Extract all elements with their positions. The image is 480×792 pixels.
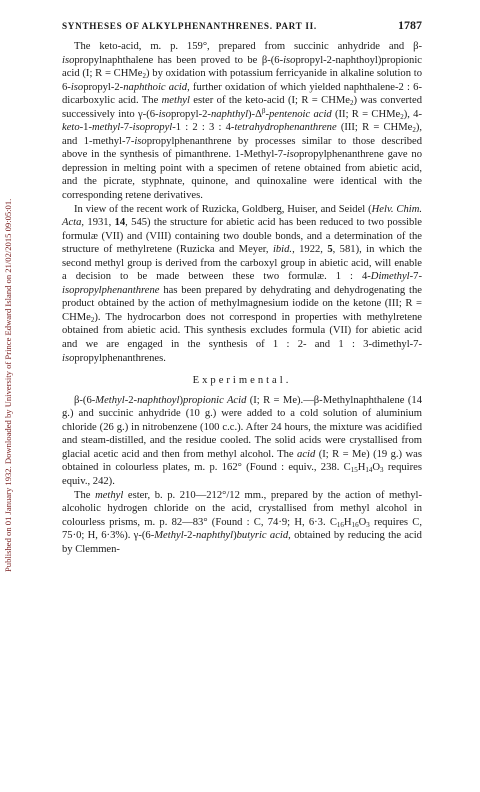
running-head-title: SYNTHESES OF ALKYLPHENANTHRENES. PART II. <box>62 21 317 31</box>
page-number: 1787 <box>398 18 422 32</box>
paragraph: The keto-acid, m. p. 159°, prepared from succinic anhydride and β-isopropylnaphthalene has been proved to be β-(6-isopropyl-2-naphthoyl)propionic acid (I; R = CHMe$_2$) by oxidation with potassium ferricyanide in alkaline solution to 6-isopropyl-2-naphthoic acid, further oxidation of which yielded naphthalene-2 : 6-dicarboxylic acid. The methyl ester of the keto-acid (I; R = CHMe$_2$) was converted successively into $\gamma-(6-isopropyl-2-naphthyl)-\Delta^\beta$-pentenoic acid (II; R = CHMe$_2$), 4-keto-1-methyl-7-isopropyl-1 : 2 : 3 : 4-tetrahydrophenanthrene (III; R = CHMe$_2$), and 1-methyl-7-isopropylphenanthrene by processes similar to those described above in the synthesis of pimanthrene. 1-Methyl-7-isopropylphenanthrene gave no depression in melting point with a specimen of retene obtained from abietic acid, and the picrate, styphnate, quinone, and quinoxaline were identical with the corresponding retene derivatives. <box>62 41 423 202</box>
paragraph: In view of the recent work of Ruzicka, Goldberg, Huiser, and Seidel (Helv. Chim. Acta, 1931, 14, 545) the structure for abietic acid has been reduced to two possible formulæ (VII) and (VIII) containing two double bonds, and a determination of the structure of methylretene (Ruzicka and Meyer, ibid., 1922, 5, 581), in which the second methyl group is derived from the carboxyl group in abietic acid, will enable a decision to be made between these two formulæ. 1 : 4-Dimethyl-7-isopropylphenanthrene has been prepared by dehydrating and dehydrogenating the product obtained by the action of methylmagnesium iodide on the ketone (III; R = CHMe$_2$). The hydrocarbon does not correspond in properties with methylretene obtained from abietic acid. This synthesis excludes formula (VII) for abietic acid and we are engaged in the synthesis of 1 : 2- and 1 : 3-dimethyl-7-isopropylphenanthrenes. <box>62 203 422 364</box>
section-heading: Experimental. <box>192 375 292 387</box>
paragraph: β-(6-Methyl-2-naphthoyl)propionic Acid (I; R = Me).—β-Methylnaphthalene (14 g.) and succinic anhydride (10 g.) were added to a cold solution of aluminium chloride (26 g.) in nitrobenzene (100 c.c.). After 24 hours, the mixture was acidified and steam-distilled, and the residue cooled. The solid acids were crystallised from glacial acetic acid and then from methyl alcohol. The acid (I; R = Me) (19 g.) was obtained in colourless plates, m. p. 162° (Found : equiv., 238. $C_{15}H_{14}O_3$ requires equiv., 242). <box>62 394 422 487</box>
paragraph: The methyl ester, b. p. 210—212°/12 mm., prepared by the action of methyl-alcoholic hydrogen chloride on the acid, crystallised from methyl alcohol in colourless prisms, m. p. 82—83° (Found : C, 74·9; H, 6·3. $C_{16}H_{16}O_3$ requires C, 75·0; H, 6·3%). γ-(6-Methyl-2-naphthyl)butyric acid, obtained by reducing the acid by Clemmen- <box>62 489 423 555</box>
article-body <box>62 40 422 556</box>
running-head <box>62 18 422 34</box>
publication-side-note: Published on 01 January 1932. Downloaded by University of Prince Edward Island on 21/02/2015 09:05:01. <box>3 198 13 572</box>
